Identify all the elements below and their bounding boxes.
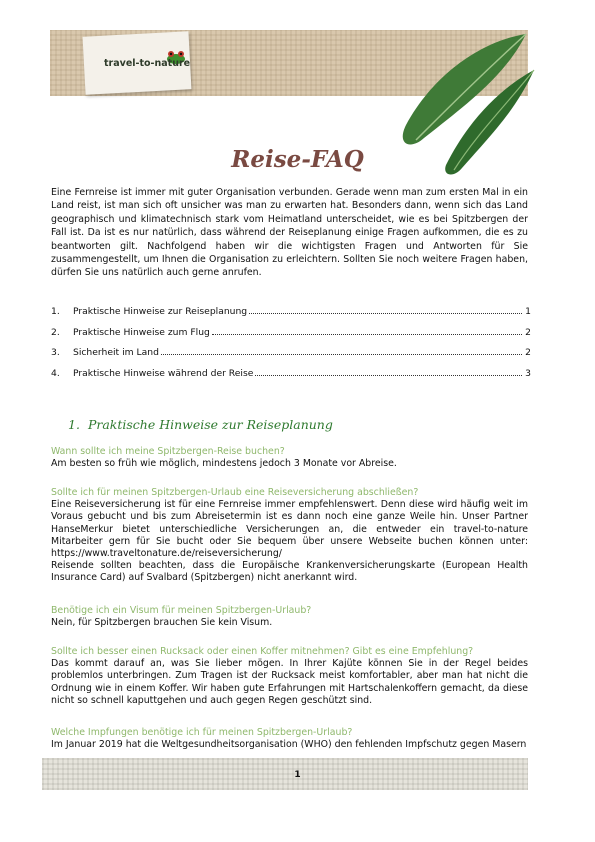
faq-item bbox=[51, 727, 528, 751]
faq-question: Sollte ich für meinen Spitzbergen-Urlaub eine Reiseversicherung abschließen? bbox=[51, 487, 419, 498]
page-number: 1 bbox=[294, 770, 301, 780]
toc-label: Praktische Hinweise zur Reiseplanung bbox=[73, 306, 248, 317]
toc-page: 1 bbox=[525, 306, 531, 317]
toc-page: 3 bbox=[525, 367, 531, 379]
toc-label: Praktische Hinweise zum Flug bbox=[73, 326, 210, 338]
faq-answer: Im Januar 2019 hat die Weltgesundheitsorganisation (WHO) den fehlenden Impfschutz gegen Masern bbox=[51, 739, 527, 751]
toc-number: 2. bbox=[51, 326, 60, 338]
faq-answer: Nein, für Spitzbergen brauchen Sie kein Visum. bbox=[51, 617, 273, 629]
page-title: Reise-FAQ bbox=[231, 146, 364, 173]
faq-item bbox=[51, 446, 528, 470]
faq-answer: Eine Reiseversicherung ist für eine Fernreise immer empfehlenswert. Denn diese wird häufig weit im Voraus gebucht und bis zum Abreisetermin ist es dann noch eine ganze Weile hin. Unser Partner HanseMerkur bietet unterschiedliche Versicherungen an, die entweder ein travel-to-nature Mitarbeiter gern für Sie bucht oder Sie bequem über unsere Webseite buchen können unter: https://www.traveltonature.de/reiseversicherung/ bbox=[51, 499, 528, 560]
faq-answer-note: Reisende sollten beachten, dass die Europäische Krankenversicherungskarte (European Health Insurance Card) auf Svalbard (Spitzbergen) nicht anerkannt wird. bbox=[51, 560, 528, 584]
toc-label: Sicherheit im Land bbox=[73, 347, 159, 358]
toc-number: 1. bbox=[51, 306, 60, 317]
table-of-contents bbox=[51, 306, 531, 388]
faq-item bbox=[51, 487, 528, 585]
logo-text: travel-to-nature bbox=[104, 58, 191, 69]
toc-item[interactable] bbox=[51, 368, 531, 389]
faq-item bbox=[51, 605, 528, 629]
toc-leader bbox=[249, 313, 522, 314]
faq-question: Sollte ich besser einen Rucksack oder einen Koffer mitnehmen? Gibt es eine Empfehlung? bbox=[51, 646, 474, 657]
intro-paragraph: Eine Fernreise ist immer mit guter Organisation verbunden. Gerade wenn man zum ersten Mal in ein Land reist, ist man sich oft unsicher was man zu erwarten hat. Besonders dann, wenn sich das Land geographisch und klimatechnisch stark vom Heimatland unterscheidet, wie es bei Spitzbergen der Fall ist. Da ist es nur natürlich, dass während der Reiseplanung einige Fragen aufkommen, die es zu beantworten gilt. Nachfolgend haben wir die wichtigsten Fragen und Antworten für Sie zusammengestellt, um Ihnen die Organisation zu erleichtern. Sollten Sie noch weitere Fragen haben, dürfen Sie uns natürlich auch gerne anrufen. bbox=[51, 187, 528, 279]
toc-leader bbox=[161, 354, 522, 355]
faq-question: Wann sollte ich meine Spitzbergen-Reise buchen? bbox=[51, 446, 285, 457]
toc-leader bbox=[255, 375, 522, 376]
faq-question: Welche Impfungen benötige ich für meinen Spitzbergen-Urlaub? bbox=[51, 727, 353, 738]
toc-item[interactable] bbox=[51, 306, 531, 327]
toc-item[interactable] bbox=[51, 327, 531, 348]
toc-item[interactable] bbox=[51, 347, 531, 368]
faq-item bbox=[51, 646, 528, 707]
section-number: 1. bbox=[68, 417, 80, 432]
toc-page: 2 bbox=[525, 326, 531, 338]
toc-number: 4. bbox=[51, 367, 60, 379]
section-heading bbox=[68, 417, 341, 432]
faq-question: Benötige ich ein Visum für meinen Spitzbergen-Urlaub? bbox=[51, 605, 312, 616]
toc-page: 2 bbox=[525, 347, 531, 358]
faq-answer: Das kommt darauf an, was Sie lieber mögen. In Ihrer Kajüte können Sie in der Regel beides problemlos unterbringen. Zum Tragen ist der Rucksack meist komfortabler, aber man hat nicht die Ordnung wie in einem Koffer. Wir haben gute Erfahrungen mit Hartschalenkoffern gemacht, da diese nicht so schnell kaputtgehen und auch gegen Regen geschützt sind. bbox=[51, 658, 528, 706]
section-title: Praktische Hinweise zur Reiseplanung bbox=[87, 417, 333, 432]
toc-label: Praktische Hinweise während der Reise bbox=[73, 367, 254, 379]
toc-number: 3. bbox=[51, 347, 60, 358]
faq-answer: Am besten so früh wie möglich, mindestens jedoch 3 Monate vor Abreise. bbox=[51, 458, 397, 470]
toc-leader bbox=[212, 334, 522, 335]
